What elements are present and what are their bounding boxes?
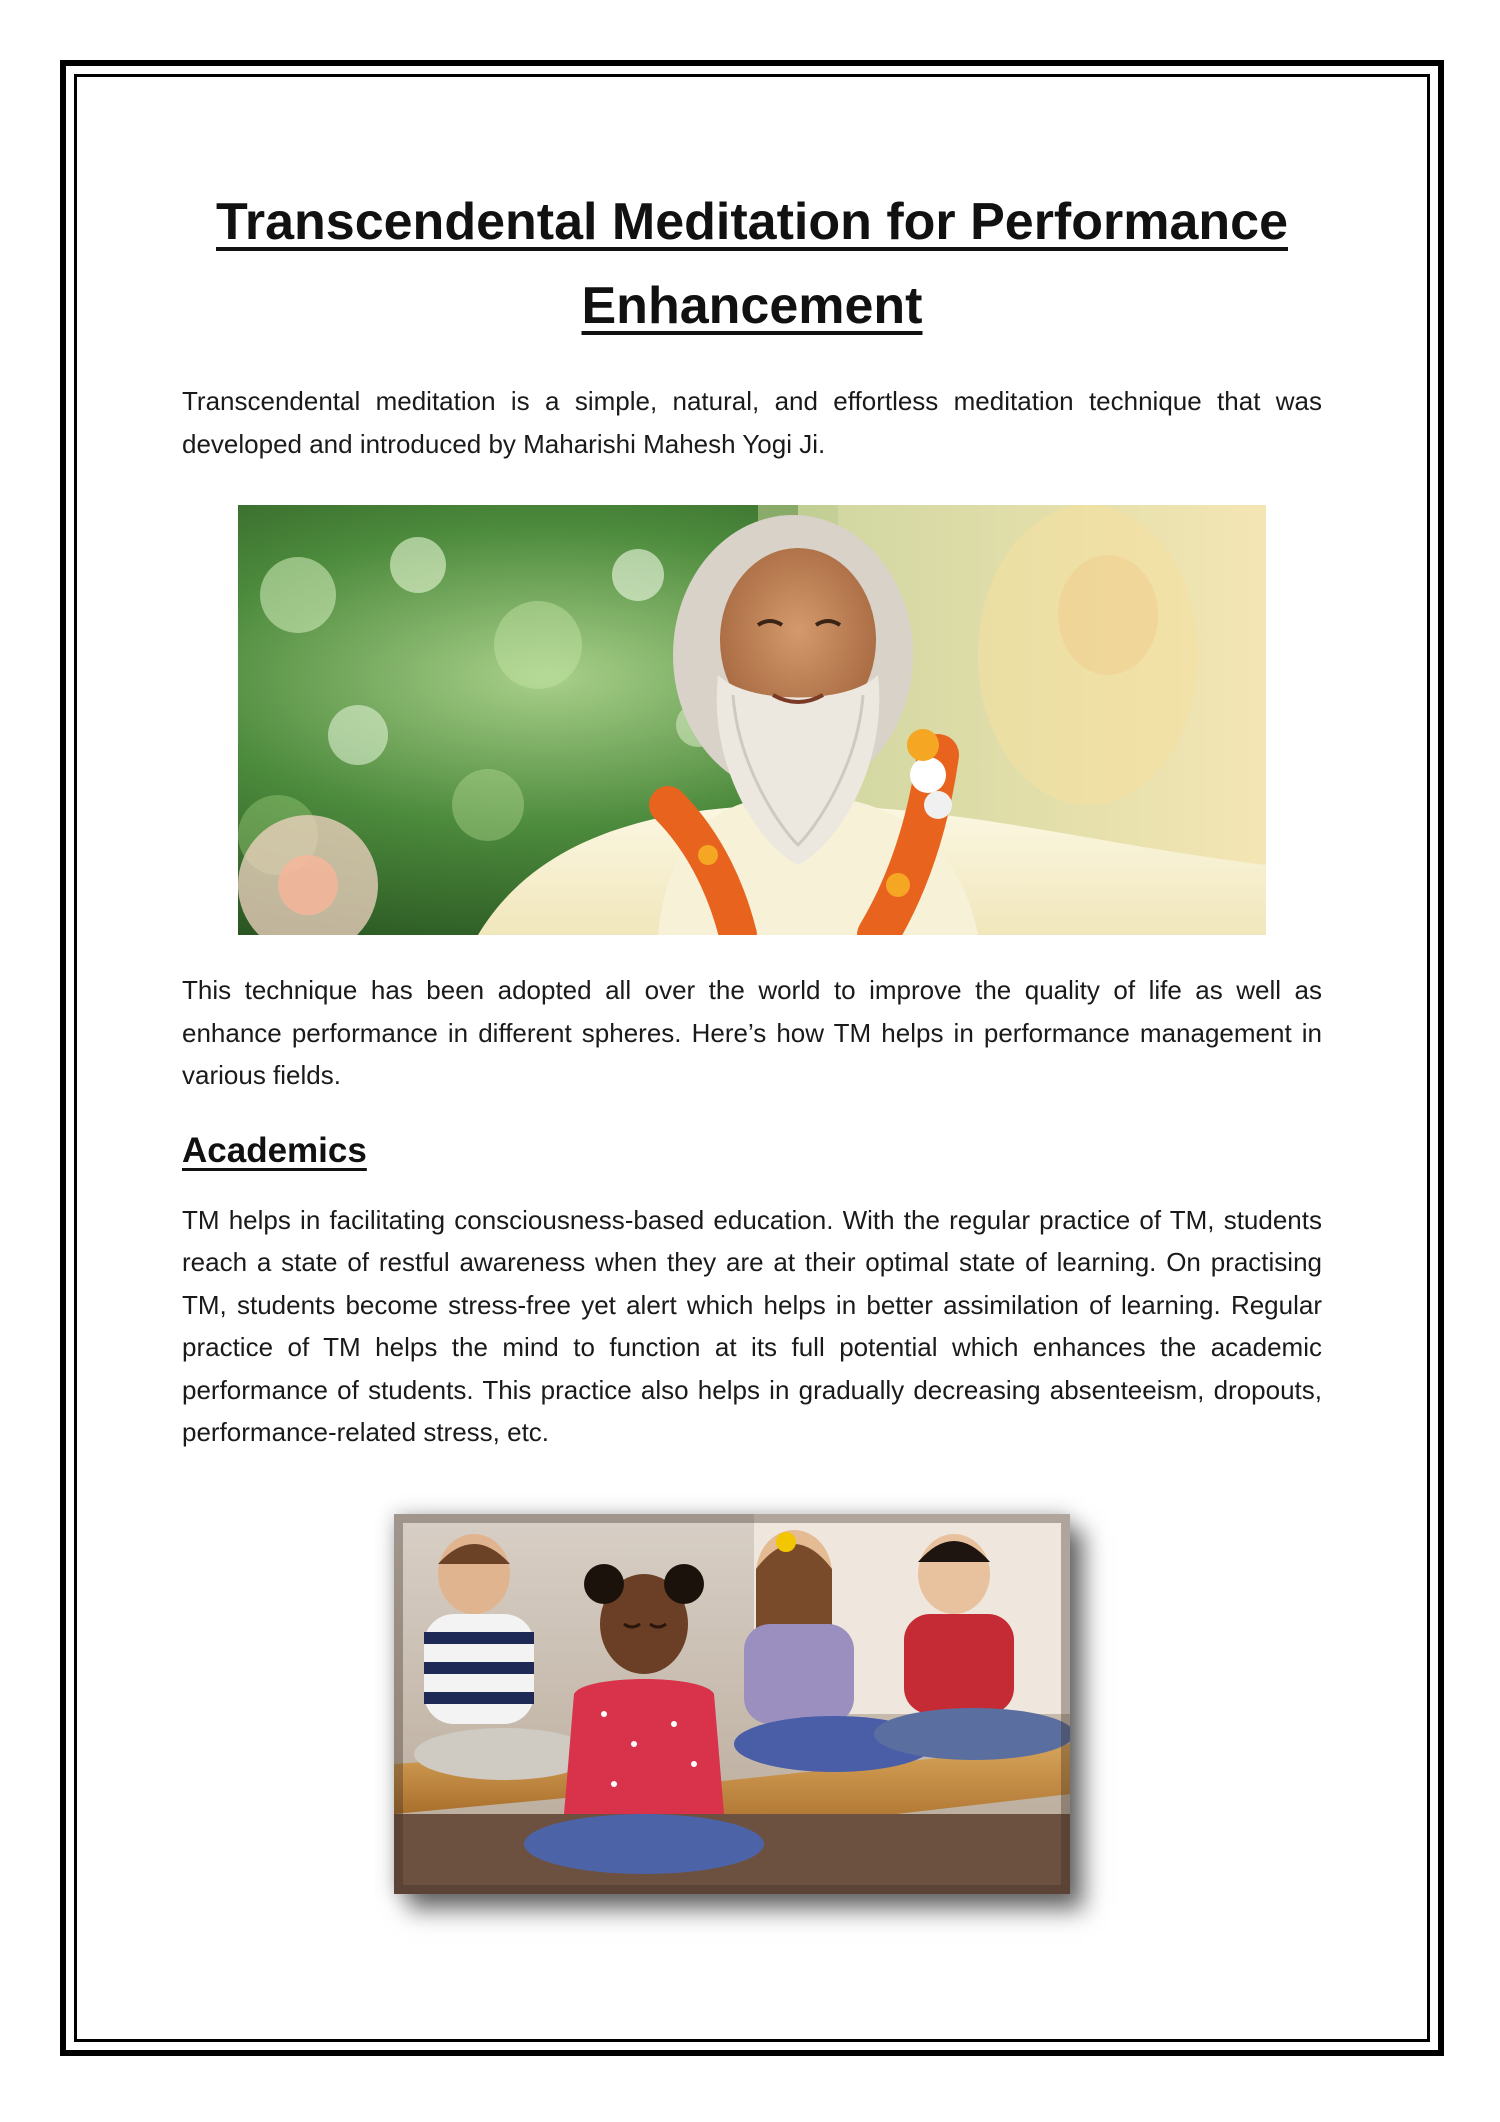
children-illustration <box>394 1514 1070 1894</box>
page-title: Transcendental Meditation for Performance Enhancement <box>215 193 1289 335</box>
adoption-paragraph: This technique has been adopted all over the world to improve the quality of life as well as enhance performance in different spheres. Here’s how TM helps in performance management in various fields. <box>182 975 1322 1090</box>
children-meditating-photo <box>394 1514 1070 1894</box>
academics-paragraph: TM helps in facilitating consciousness-based education. With the regular practice of TM, students reach a state of restful awareness when they are at their optimal state of learning. On practising TM, students become stress-free yet alert which helps in better assimilation of learning. Regular practice of TM helps the mind to function at its full potential which enhances the academic performance of students. This practice also helps in gradually decreasing absenteeism, dropouts, performance-related stress, etc. <box>182 1204 1322 1447</box>
document-content <box>182 180 1322 1894</box>
intro-paragraph: Transcendental meditation is a simple, natural, and effortless meditation technique that was developed and introduced by Maharishi Mahesh Yogi Ji. <box>182 386 1322 459</box>
section-heading-academics: Academics <box>182 1130 367 1170</box>
maharishi-photo <box>238 505 1266 935</box>
maharishi-illustration <box>238 505 1266 935</box>
